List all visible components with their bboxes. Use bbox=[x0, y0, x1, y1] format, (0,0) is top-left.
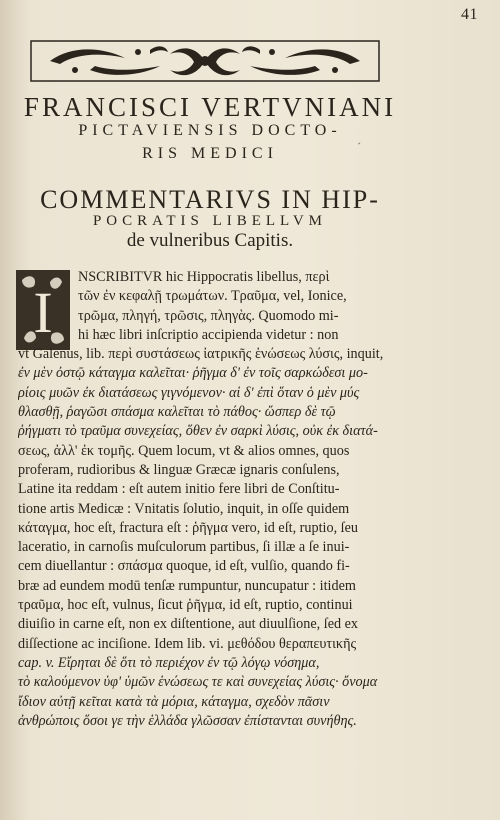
body-line: ρίοις μυῶν ἐκ διατάσεως γιγνόμενον· αἱ δ' ἐπὶ ὅταν ὁ μὲν μύς bbox=[18, 384, 360, 401]
body-line: NSCRIBITVR hic Hippocratis libellus, περὶ bbox=[78, 269, 330, 285]
body-line: cem diuellantur : σπάσμα quoque, id eſt, vulſio, quando fi- bbox=[18, 558, 350, 575]
author-line-2: PICTAVIENSIS DOCTO- bbox=[78, 122, 342, 139]
body-line: τῶν ἐν κεφαλῇ τρωμάτων. Τραῦμα, vel, Ionice, bbox=[78, 288, 347, 305]
body-line: Latine ita reddam : eſt autem initio fere libri de Conſtitu- bbox=[18, 481, 340, 498]
body-line: τὸ καλούμενον ὑφ' ὑμῶν ἑνώσεως τε καὶ συνεχείας λύσις· ὄνομα bbox=[18, 674, 378, 691]
page-number: 41 bbox=[461, 6, 478, 23]
author-line-3: RIS MEDICI bbox=[142, 145, 278, 162]
body-line: cap. v. Εἴρηται δὲ ὅτι τὸ περιέχον ἐν τῷ λόγῳ νόσημα, bbox=[18, 654, 320, 671]
title-line-2: POCRATIS LIBELLVM bbox=[92, 213, 328, 229]
body-line: ἐν μὲν ὀστῷ κάταγμα καλεῖται· ῥῆγμα δ' ἐν τοῖς σαρκώδεσι μο- bbox=[18, 365, 368, 382]
body-line: tione artis Medicæ : Vnitatis ſolutio, inquit, in oſſe quidem bbox=[18, 500, 350, 517]
body-line: proferam, rudioribus & linguæ Græcæ ignaris conſulens, bbox=[18, 461, 340, 478]
author-line-1: FRANCISCI VERTVNIANI bbox=[23, 92, 397, 122]
headpiece-ornament bbox=[30, 40, 380, 82]
body-line: τρῶμα, πληγή, τρῶσις, πληγὰς. Quomodo mi- bbox=[78, 307, 339, 324]
body-line: bræ ad eundem modū tenſæ rumpuntur, nuncupatur : itidem bbox=[18, 577, 356, 594]
body-line: κάταγμα, hoc eſt, fractura eſt : ῥῆγμα vero, id eſt, ruptio, ſeu bbox=[18, 519, 358, 536]
body-line: τραῦμα, hoc eſt, vulnus, ſicut ῥῆγμα, id eſt, ruptio, continui bbox=[18, 597, 353, 614]
body-line: θλασθῇ, ῥαγῶσι σπάσμα καλεῖται τὸ πάθος· ὥσπερ δὲ τῷ bbox=[18, 404, 336, 421]
body-text bbox=[18, 268, 418, 731]
body-line: ἀνθρώποις ὅσοι γε τὴν ἑλλάδα γλῶσσαν ἐπίστανται συνήθης. bbox=[18, 712, 357, 729]
body-line: diſſectione ac inciſione. Idem lib. vi. μεθόδου θεραπευτικῆς bbox=[18, 635, 357, 652]
body-line: laceratio, in carnoſis muſculorum partibus, ſi illæ a ſe inui- bbox=[18, 539, 350, 556]
title-line-3: de vulneribus Capitis. bbox=[126, 230, 294, 251]
title-line-1: COMMENTARIVS IN HIP- bbox=[40, 185, 380, 214]
body-line: hi hæc libri inſcriptio accipienda videtur : non bbox=[78, 326, 339, 343]
margin-mark: ´ bbox=[357, 140, 361, 154]
body-line: ἴδιον αὐτῇ κεῖται κατὰ τὰ μόρια, κάταγμα, σχεδὸν πᾶσιν bbox=[18, 693, 330, 710]
body-line: ῥήγματι τὸ τραῦμα συνεχείας, ὅθεν ἐν σαρκὶ λύσις, οὐκ ἐκ διατά- bbox=[18, 423, 378, 440]
body-line: diuiſio in carne eſt, non ex diſtentione, aut diuulſione, ſed ex bbox=[18, 616, 359, 633]
body-line: vt Galenus, lib. περὶ συστάσεως ἰατρικῆς ἑνώσεως λύσις, inquit, bbox=[18, 346, 384, 363]
body-line: σεως, ἀλλ' ἐκ τομῆς. Quem locum, vt & alios omnes, quos bbox=[18, 442, 350, 459]
dropcap-letter: I bbox=[33, 280, 53, 345]
